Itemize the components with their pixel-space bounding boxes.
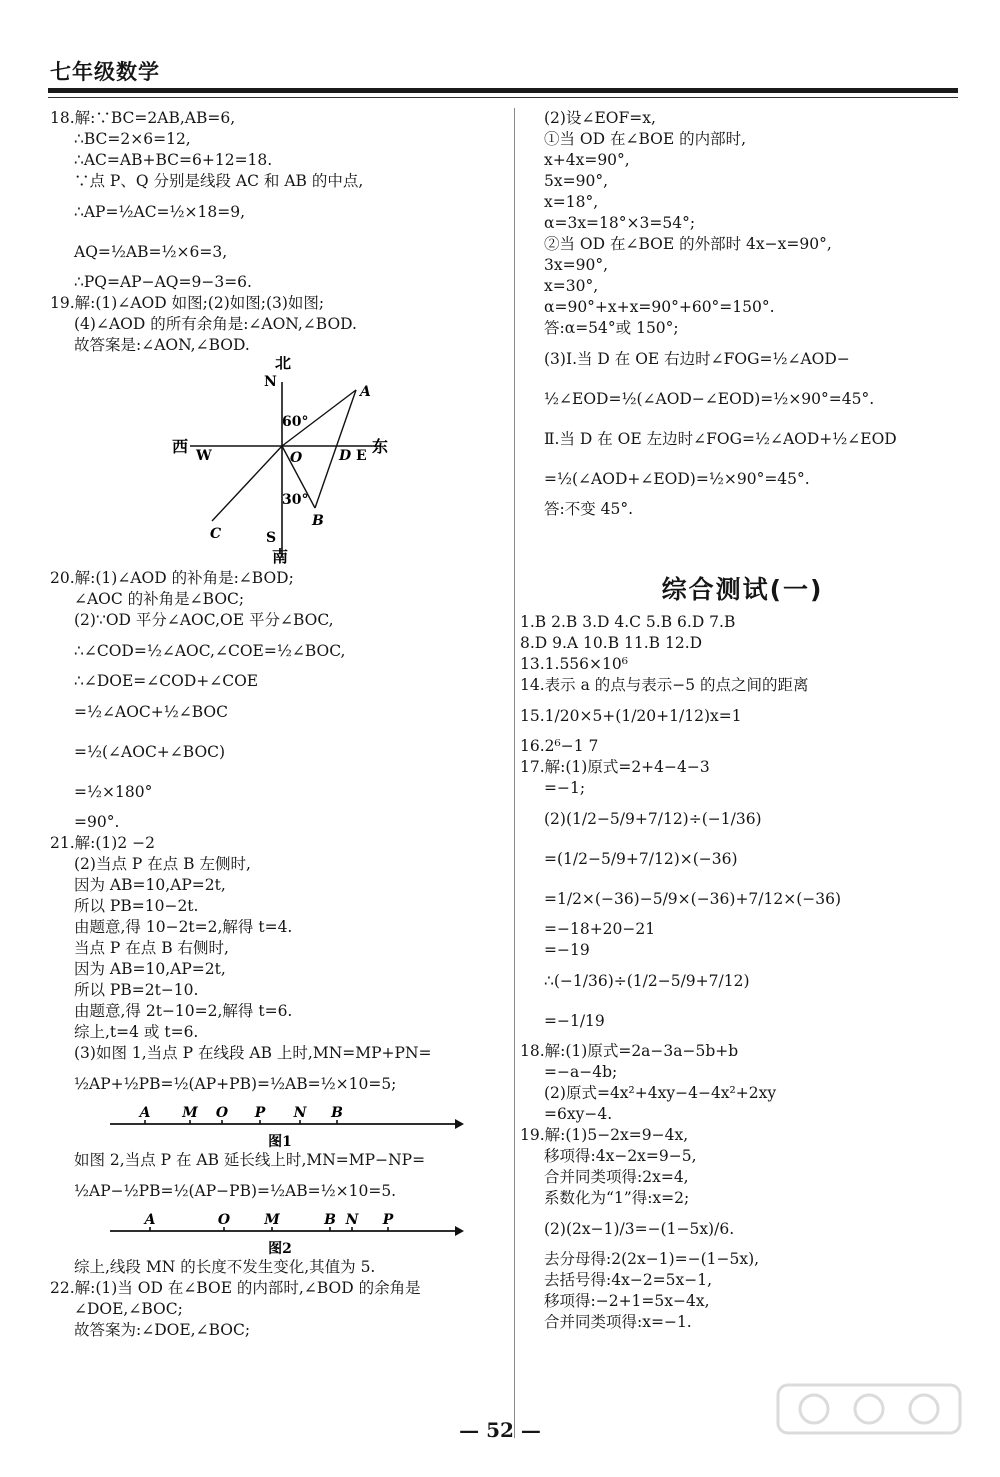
answer-line: AQ=½AB=½×6=3, bbox=[74, 243, 228, 261]
answer-line: 答:不变 45°. bbox=[544, 500, 634, 518]
answer-line: 去括号得:4x−2=5x−1, bbox=[544, 1271, 713, 1289]
number-line-label: M bbox=[264, 1212, 280, 1228]
answer-line: ①当 OD 在∠BOE 的内部时, bbox=[544, 130, 747, 148]
number-line-label: P bbox=[254, 1105, 266, 1121]
answer-line: (4)∠AOD 的所有余角是:∠AON,∠BOD. bbox=[74, 315, 357, 333]
label-angle-60: 60° bbox=[282, 414, 309, 430]
answer-line: 19.解:(1)5−2x=9−4x, bbox=[520, 1126, 689, 1144]
answer-line: 14.表示 a 的点与表示−5 的点之间的距离 bbox=[520, 676, 809, 694]
answer-line: 合并同类项得:x=−1. bbox=[544, 1313, 692, 1331]
answer-line: 移项得:−2+1=5x−4x, bbox=[544, 1292, 710, 1310]
answer-line: ½AP−½PB=½(AP−PB)=½AB=½×10=5. bbox=[74, 1182, 397, 1200]
answer-line: =½∠AOC+½∠BOC bbox=[74, 703, 229, 721]
answer-line: α=3x=18°×3=54°; bbox=[544, 214, 696, 232]
header-rule-thick bbox=[48, 88, 958, 93]
answer-line: =6xy−4. bbox=[544, 1105, 613, 1123]
label-west: W bbox=[196, 448, 212, 464]
page-number: — 52 — bbox=[459, 1418, 541, 1442]
answer-line: 因为 AB=10,AP=2t, bbox=[74, 960, 226, 978]
answer-line: ∴PQ=AP−AQ=9−3=6. bbox=[74, 273, 252, 291]
answer-line: ∴∠COD=½∠AOC,∠COE=½∠BOC, bbox=[74, 642, 346, 660]
label-D: D bbox=[339, 448, 352, 464]
number-line-label: N bbox=[345, 1212, 359, 1228]
answer-line: (2)∵OD 平分∠AOC,OE 平分∠BOC, bbox=[74, 611, 334, 629]
answer-block-21-part-3b bbox=[50, 1150, 510, 1211]
answer-line: (2)(1/2−5/9+7/12)÷(−1/36) bbox=[544, 810, 762, 828]
label-O: O bbox=[290, 450, 303, 466]
label-south: S bbox=[266, 530, 277, 546]
answer-line: 8.D 9.A 10.B 11.B 12.D bbox=[520, 634, 703, 652]
answer-line: 故答案是:∠AON,∠BOD. bbox=[74, 336, 250, 354]
answer-line: 1.B 2.B 3.D 4.C 5.B 6.D 7.B bbox=[520, 613, 736, 631]
answer-line: =½(∠AOD+∠EOD)=½×90°=45°. bbox=[544, 470, 810, 488]
label-east-cn: 东 bbox=[372, 437, 389, 456]
left-column bbox=[50, 108, 510, 1341]
answer-line: 由题意,得 10−2t=2,解得 t=4. bbox=[74, 918, 293, 936]
answer-line: 13.1.556×10⁶ bbox=[520, 655, 628, 673]
answer-line: ∴(−1/36)÷(1/2−5/9+7/12) bbox=[544, 972, 750, 990]
answer-line: =½(∠AOC+∠BOC) bbox=[74, 743, 226, 761]
answer-line: 因为 AB=10,AP=2t, bbox=[74, 876, 226, 894]
label-A: A bbox=[360, 384, 371, 400]
answer-line: ∴∠DOE=∠COD+∠COE bbox=[74, 672, 259, 690]
answer-line: =½×180° bbox=[74, 783, 153, 801]
answer-line: 所以 PB=10−2t. bbox=[74, 897, 199, 915]
answer-line: 综上,线段 MN 的长度不发生变化,其值为 5. bbox=[74, 1258, 376, 1276]
number-line-label: A bbox=[139, 1105, 151, 1121]
number-line-1 bbox=[50, 1104, 510, 1150]
number-line-label: N bbox=[293, 1105, 307, 1121]
answer-line: =−19 bbox=[544, 941, 590, 959]
compass-figure bbox=[50, 356, 510, 568]
answer-line: 系数化为“1”得:x=2; bbox=[544, 1189, 690, 1207]
answer-line: 答:α=54°或 150°; bbox=[544, 319, 679, 337]
answer-line: =1/2×(−36)−5/9×(−36)+7/12×(−36) bbox=[544, 890, 842, 908]
number-line-label: M bbox=[182, 1105, 198, 1121]
answer-line: 合并同类项得:2x=4, bbox=[544, 1168, 689, 1186]
answer-line: ∴AC=AB+BC=6+12=18. bbox=[74, 151, 273, 169]
answer-line: 5x=90°, bbox=[544, 172, 608, 190]
column-divider bbox=[514, 108, 515, 1438]
compass-diagram bbox=[50, 356, 510, 568]
answer-line: x=18°, bbox=[544, 193, 599, 211]
number-line-2 bbox=[50, 1211, 510, 1257]
label-angle-30: 30° bbox=[282, 492, 309, 508]
number-line-label: B bbox=[324, 1212, 336, 1228]
answer-line: ½AP+½PB=½(AP+PB)=½AB=½×10=5; bbox=[74, 1075, 397, 1093]
answer-line: 20.解:(1)∠AOD 的补角是:∠BOD; bbox=[50, 569, 294, 587]
answer-line: x=30°, bbox=[544, 277, 599, 295]
answer-block-21-22 bbox=[50, 1257, 510, 1341]
answer-line: 15.1/20×5+(1/20+1/12)x=1 bbox=[520, 707, 742, 725]
answer-line: =−1/19 bbox=[544, 1012, 605, 1030]
answer-line: =(1/2−5/9+7/12)×(−36) bbox=[544, 850, 738, 868]
header-rule-thin bbox=[48, 97, 958, 98]
answer-line: (3)Ⅰ.当 D 在 OE 右边时∠FOG=½∠AOD− bbox=[544, 350, 850, 368]
answer-line: 所以 PB=2t−10. bbox=[74, 981, 199, 999]
label-south-cn: 南 bbox=[272, 547, 289, 566]
answer-line: 3x=90°, bbox=[544, 256, 608, 274]
answer-line: 综上,t=4 或 t=6. bbox=[74, 1023, 199, 1041]
number-line-label: A bbox=[144, 1212, 156, 1228]
label-east: E bbox=[356, 448, 367, 464]
answer-line: 19.解:(1)∠AOD 如图;(2)如图;(3)如图; bbox=[50, 294, 325, 312]
label-north-cn: 北 bbox=[275, 356, 292, 372]
answer-line: (2)(2x−1)/3=−(1−5x)/6. bbox=[544, 1220, 735, 1238]
answer-line: =90°. bbox=[74, 813, 120, 831]
answer-block-test-1 bbox=[520, 612, 965, 1333]
answer-line: 18.解:∵BC=2AB,AB=6, bbox=[50, 109, 236, 127]
right-column-test bbox=[520, 612, 965, 1333]
answer-line: x+4x=90°, bbox=[544, 151, 630, 169]
label-C: C bbox=[210, 526, 222, 542]
number-line-label: B bbox=[331, 1105, 343, 1121]
answer-line: 18.解:(1)原式=2a−3a−5b+b bbox=[520, 1042, 739, 1060]
answer-line: (2)原式=4x²+4xy−4−4x²+2xy bbox=[544, 1084, 777, 1102]
answer-line: 16.2⁶−1 7 bbox=[520, 737, 599, 755]
answer-line: (3)如图 1,当点 P 在线段 AB 上时,MN=MP+PN= bbox=[74, 1044, 432, 1062]
answer-line: 17.解:(1)原式=2+4−4−3 bbox=[520, 758, 710, 776]
answer-line: 故答案为:∠DOE,∠BOC; bbox=[74, 1321, 251, 1339]
answer-line: Ⅱ.当 D 在 OE 左边时∠FOG=½∠AOD+½∠EOD bbox=[544, 430, 897, 448]
answer-line: =−18+20−21 bbox=[544, 920, 656, 938]
answer-line: ∠DOE,∠BOC; bbox=[74, 1300, 183, 1318]
number-line-figure-2 bbox=[50, 1211, 510, 1257]
answer-block-20-21 bbox=[50, 568, 510, 1104]
answer-block-22-cont bbox=[520, 108, 965, 520]
number-line-label: O bbox=[217, 1212, 231, 1228]
answer-line: ∴BC=2×6=12, bbox=[74, 130, 191, 148]
ray-OC bbox=[212, 446, 282, 521]
figure-1-caption: 图1 bbox=[268, 1134, 292, 1150]
answer-line: (2)设∠EOF=x, bbox=[544, 109, 656, 127]
answer-line: 当点 P 在点 B 右侧时, bbox=[74, 939, 229, 957]
answer-line: (2)当点 P 在点 B 左侧时, bbox=[74, 855, 251, 873]
label-north: N bbox=[264, 374, 277, 390]
answer-line: ∠AOC 的补角是∠BOC; bbox=[74, 590, 245, 608]
right-column bbox=[520, 108, 965, 520]
answer-line: 21.解:(1)2 −2 bbox=[50, 834, 155, 852]
answer-block-18-19 bbox=[50, 108, 510, 356]
answer-line: =−a−4b; bbox=[544, 1063, 618, 1081]
label-west-cn: 西 bbox=[172, 437, 189, 456]
number-line-figure-1 bbox=[50, 1104, 510, 1150]
number-line-label: O bbox=[215, 1105, 229, 1121]
answer-line: ②当 OD 在∠BOE 的外部时 4x−x=90°, bbox=[544, 235, 832, 253]
answer-line: 如图 2,当点 P 在 AB 延长线上时,MN=MP−NP= bbox=[74, 1151, 426, 1169]
answer-line: α=90°+x+x=90°+60°=150°. bbox=[544, 298, 775, 316]
answer-line: ∵点 P、Q 分别是线段 AC 和 AB 的中点, bbox=[74, 172, 364, 190]
figure-2-caption: 图2 bbox=[268, 1241, 292, 1257]
answer-line: 去分母得:2(2x−1)=−(1−5x), bbox=[544, 1250, 760, 1268]
answer-line: 由题意,得 2t−10=2,解得 t=6. bbox=[74, 1002, 293, 1020]
answer-line: 22.解:(1)当 OD 在∠BOE 的内部时,∠BOD 的余角是 bbox=[50, 1279, 421, 1297]
label-B: B bbox=[312, 513, 324, 529]
answer-line: =−1; bbox=[544, 779, 586, 797]
answer-line: 移项得:4x−2x=9−5, bbox=[544, 1147, 697, 1165]
answer-line: ∴AP=½AC=½×18=9, bbox=[74, 203, 246, 221]
section-title: 综合测试(一) bbox=[661, 575, 824, 604]
watermark-logo bbox=[774, 1379, 964, 1459]
number-line-label: P bbox=[382, 1212, 394, 1228]
header-title: 七年级数学 bbox=[50, 60, 160, 84]
answer-line: ½∠EOD=½(∠AOD−∠EOD)=½×90°=45°. bbox=[544, 390, 875, 408]
